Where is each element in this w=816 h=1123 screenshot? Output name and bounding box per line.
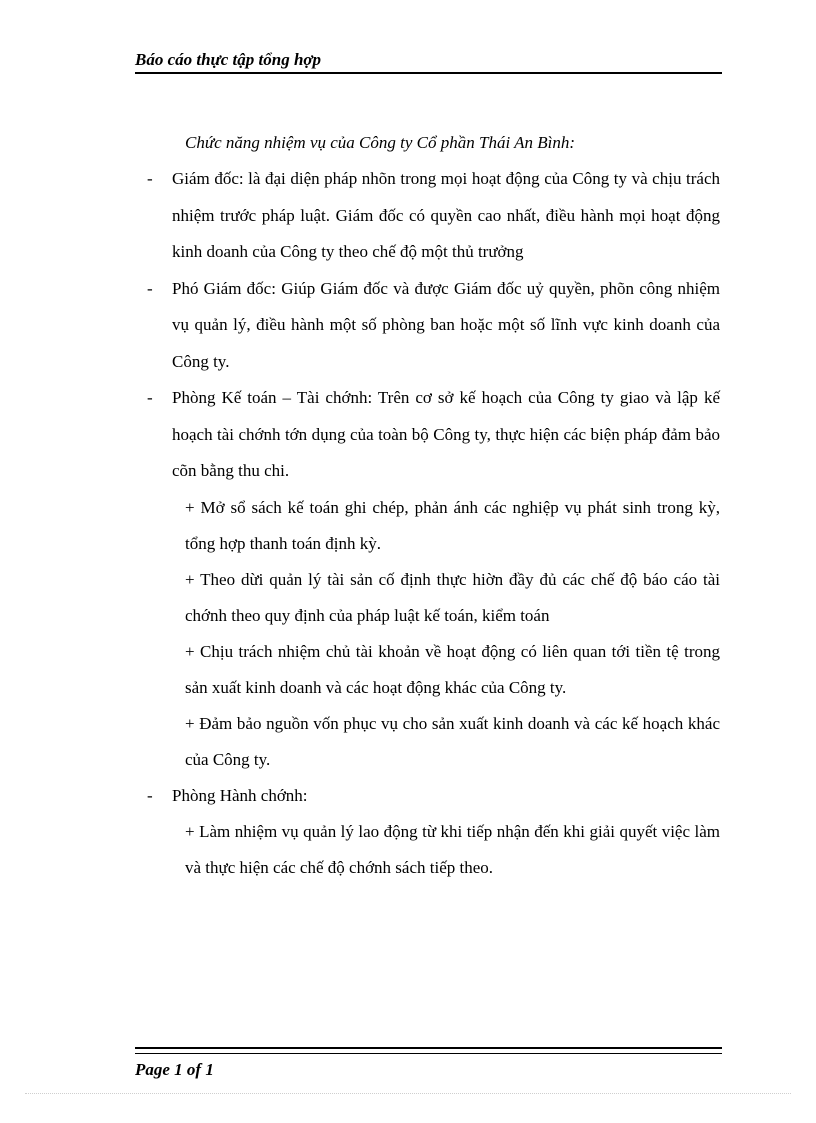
list-item-phong-hanh-chinh [135,778,720,815]
footer-rule [135,1047,722,1054]
item-text: Phó Giám đốc: Giúp Giám đốc và được Giám đốc uỷ quyền, phõn công nhiệm vụ quản lý, điều hành một số phòng ban hoặc một số lĩnh vực kinh doanh của Công ty. [172,278,720,371]
list-item-phong-ke-toan [135,380,720,490]
list-item-giam-doc [135,161,720,271]
bullet-dash: - [147,278,153,298]
bullet-dash: - [147,785,153,805]
bullet-dash: - [147,388,153,407]
bullet-dash: - [147,169,153,188]
item-text: Giám đốc: là đại diện pháp nhõn trong mọi hoạt động của Công ty và chịu trách nhiệm trước pháp luật. Giám đốc có quyền cao nhất, điều hành mọi hoạt động kinh doanh của Công ty theo chế độ một thủ trưởng [172,169,720,261]
list-item-pho-giam-doc [135,271,720,381]
sub-item: + Theo dừi quản lý tài sản cố định thực hiờn đầy đủ các chế độ báo cáo tài chớnh theo quy định của pháp luật kế toán, kiểm toán [185,569,720,625]
header-title: Báo cáo thực tập tổng hợp [135,50,322,69]
intro-heading: Chức năng nhiệm vụ của Công ty Cổ phần Thái An Bình: [185,133,576,152]
page-footer [135,1047,722,1080]
item-text: Phòng Hành chớnh: [172,785,308,805]
document-body [135,127,720,886]
page-number: Page 1 of 1 [135,1060,214,1079]
page-edge-divider [25,1093,791,1094]
item-text: Phòng Kế toán – Tài chớnh: Trên cơ sở kế hoạch của Công ty giao và lập kế hoạch tài chớnh tớn dụng của toàn bộ Công ty, thực hiện các biện pháp đảm bảo cõn bằng thu chi. [172,388,720,480]
page-header [135,50,722,74]
sub-item: + Chịu trách nhiệm chủ tài khoản về hoạt động có liên quan tới tiền tệ trong sản xuất kinh doanh và các hoạt động khác của Công ty. [185,641,720,697]
sub-item: + Đảm bảo nguồn vốn phục vụ cho sản xuất kinh doanh và các kế hoạch khác của Công ty. [185,713,720,769]
sub-item: + Làm nhiệm vụ quản lý lao động từ khi tiếp nhận đến khi giải quyết việc làm và thực hiện các chế độ chớnh sách tiếp theo. [185,822,720,877]
sub-item: + Mở sổ sách kế toán ghi chép, phản ánh các nghiệp vụ phát sinh trong kỳ, tổng hợp thanh toán định kỳ. [185,497,720,553]
